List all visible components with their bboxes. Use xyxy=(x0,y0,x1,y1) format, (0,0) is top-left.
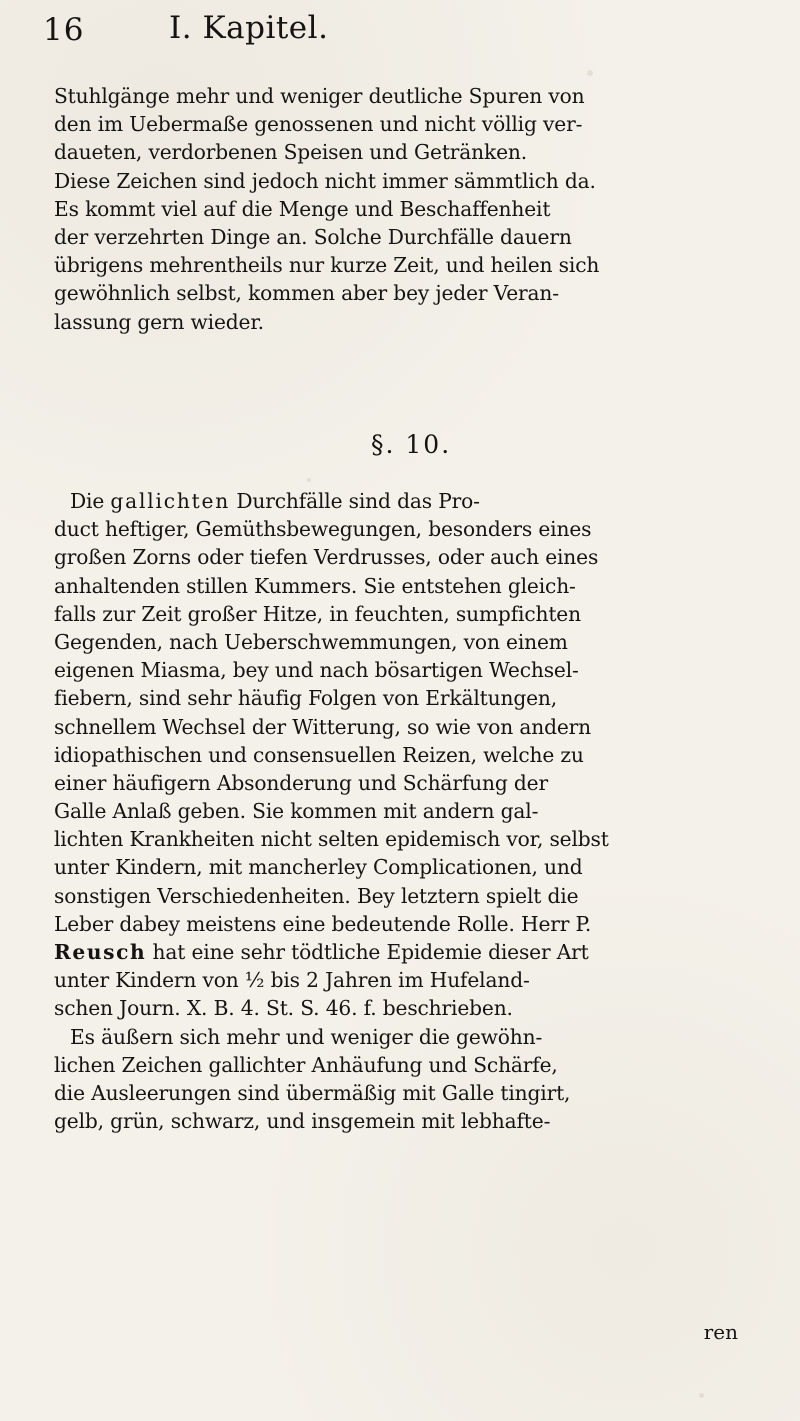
text-line: fiebern, sind sehr häufig Folgen von Erkältungen, xyxy=(54,686,558,711)
text-line: sonstigen Verschiedenheiten. Bey letztern spielt die xyxy=(54,883,579,908)
author-name: Reusch xyxy=(54,940,147,964)
text-line: die Ausleerungen sind übermäßig mit Galle tingirt, xyxy=(54,1080,571,1105)
line-suffix: Durchfälle sind das Pro- xyxy=(230,489,480,513)
text-line: der verzehrten Dinge an. Solche Durchfälle dauern xyxy=(54,224,572,249)
text-line: daueten, verdorbenen Speisen und Getränken. xyxy=(54,140,528,165)
text-line: Diese Zeichen sind jedoch nicht immer sämmtlich da. xyxy=(54,168,596,193)
page-number: 16 xyxy=(43,12,85,48)
text-line: Es äußern sich mehr und weniger die gewöhn- xyxy=(70,1024,543,1049)
text-line: Leber dabey meistens eine bedeutende Rolle. Herr P. xyxy=(54,911,592,936)
text-line: lichten Krankheiten nicht selten epidemisch vor, selbst xyxy=(54,827,609,852)
text-line: Gegenden, nach Ueberschwemmungen, von einem xyxy=(54,629,568,654)
paper-speck xyxy=(699,1393,704,1398)
paper-speck xyxy=(307,478,311,482)
line-prefix: Die xyxy=(70,489,111,513)
running-head: I. Kapitel. xyxy=(169,10,329,46)
text-line: großen Zorns oder tiefen Verdrusses, oder auch eines xyxy=(54,545,599,570)
spaced-term: gallichten xyxy=(110,489,231,513)
paper-speck xyxy=(587,70,593,76)
text-line: falls zur Zeit großer Hitze, in feuchten, sumpfichten xyxy=(54,601,581,626)
text-line: schnellem Wechsel der Witterung, so wie von andern xyxy=(54,714,592,739)
page-header xyxy=(43,8,743,48)
text-line: lassung gern wieder. xyxy=(54,309,264,334)
line-suffix: hat eine sehr tödtliche Epidemie dieser Art xyxy=(146,940,589,964)
text-line: unter Kindern von ½ bis 2 Jahren im Hufeland- xyxy=(54,968,530,993)
text-line: gewöhnlich selbst, kommen aber bey jeder Veran- xyxy=(54,281,559,306)
text-line: Galle Anlaß geben. Sie kommen mit andern gal- xyxy=(54,799,539,824)
text-line: duct heftiger, Gemüthsbewegungen, besonders eines xyxy=(54,517,592,542)
text-line: Stuhlgänge mehr und weniger deutliche Spuren von xyxy=(54,84,585,108)
text-line: schen Journ. X. B. 4. St. S. 46. f. beschrieben. xyxy=(54,996,513,1021)
paragraph-1 xyxy=(54,82,774,336)
text-line-author xyxy=(54,938,774,966)
text-line: idiopathischen und consensuellen Reizen, welche zu xyxy=(54,742,584,767)
text-line: Es kommt viel auf die Menge und Beschaffenheit xyxy=(54,196,551,221)
text-line: einer häufigern Absonderung und Schärfung der xyxy=(54,770,548,795)
text-line: den im Uebermaße genossenen und nicht völlig ver- xyxy=(54,112,583,137)
text-line: eigenen Miasma, bey und nach bösartigen Wechsel- xyxy=(54,658,579,683)
text-line: anhaltenden stillen Kummers. Sie entstehen gleich- xyxy=(54,573,576,598)
section-heading: §. 10. xyxy=(371,430,452,459)
paragraph-2 xyxy=(54,487,774,1135)
text-line: gelb, grün, schwarz, und insgemein mit lebhafte- xyxy=(54,1109,551,1134)
text-line: übrigens mehrentheils nur kurze Zeit, und heilen sich xyxy=(54,253,600,278)
text-line: lichen Zeichen gallichter Anhäufung und Schärfe, xyxy=(54,1052,558,1077)
text-line: unter Kindern, mit mancherley Complicationen, und xyxy=(54,855,583,880)
catchword: ren xyxy=(703,1320,738,1344)
text-line-first xyxy=(54,487,774,515)
